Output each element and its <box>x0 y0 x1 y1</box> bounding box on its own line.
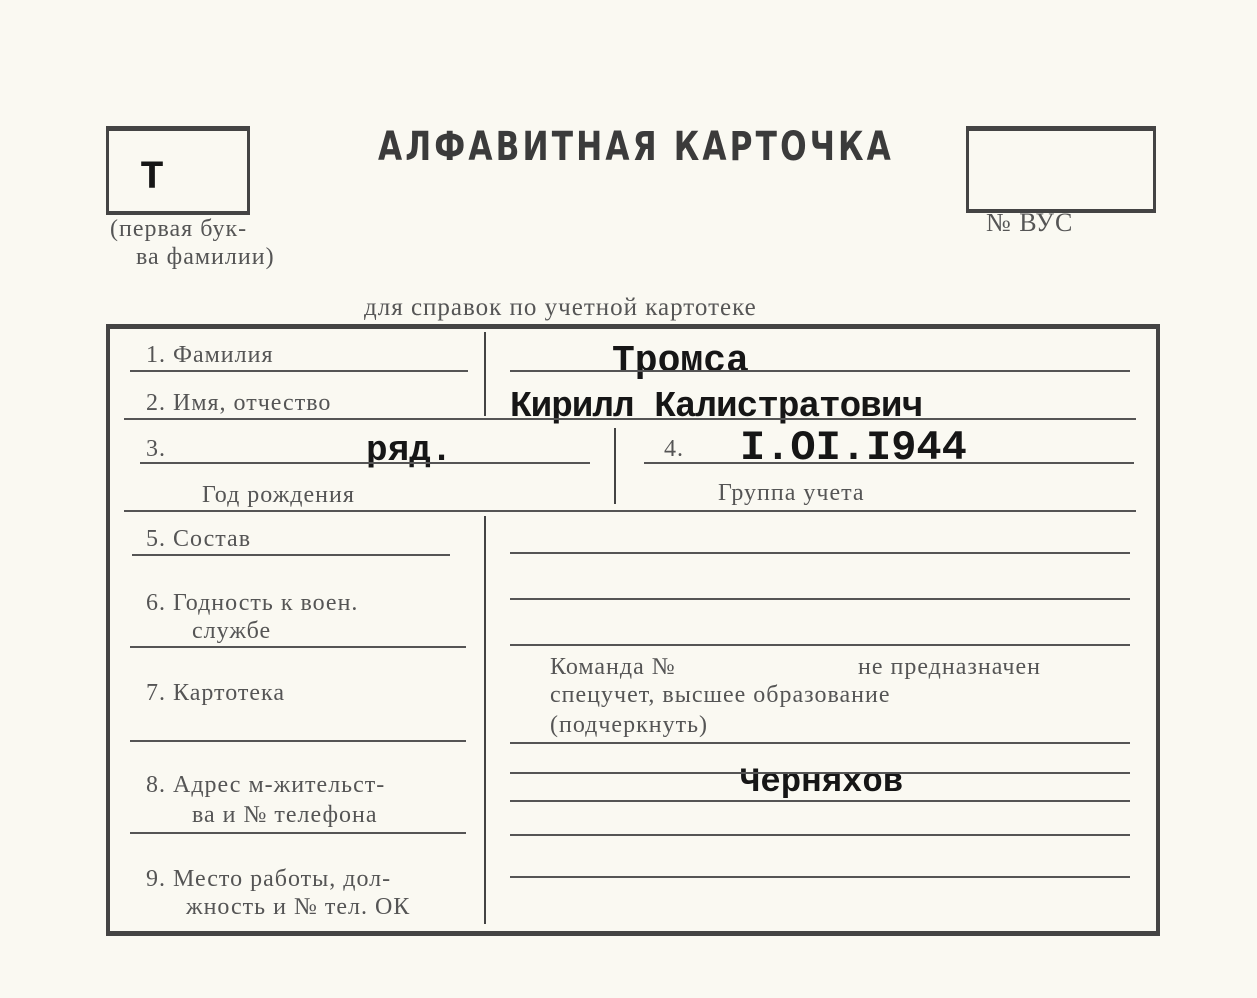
row4-underline <box>124 510 1136 512</box>
field3-value: ряд. <box>366 430 453 471</box>
card-subtitle: для справок по учетной картотеке <box>364 294 757 321</box>
field8-underline <box>130 832 466 834</box>
command-typed-value: Черняхов <box>740 764 904 802</box>
right-line-2 <box>510 598 1130 600</box>
name-label: 2. Имя, отчество <box>146 390 332 416</box>
name-divider <box>484 332 486 416</box>
surname-underline <box>130 370 468 372</box>
field8-label-line2: ва и № телефона <box>192 802 378 828</box>
field4-number: 4. <box>664 436 684 462</box>
field9-label-line2: жность и № тел. ОК <box>186 894 411 920</box>
surname-label: 1. Фамилия <box>146 342 274 368</box>
surname-value-underline <box>510 370 1130 372</box>
command-line2: спецучет, высшее образование <box>550 682 891 708</box>
command-line3: (подчеркнуть) <box>550 712 709 738</box>
field3-underline <box>140 462 590 464</box>
field3-4-divider <box>614 428 616 504</box>
field4-caption: Группа учета <box>718 480 865 506</box>
right-line-7 <box>510 834 1130 836</box>
row2-underline <box>124 418 1136 420</box>
surname-letter-value: Т <box>140 156 165 201</box>
surname-letter-box <box>106 126 250 215</box>
field7-underline <box>130 740 466 742</box>
name-value: Кирилл Калистратович <box>510 386 923 427</box>
card-title: АЛФАВИТНАЯ КАРТОЧКА <box>378 124 894 170</box>
letter-box-caption-line2: ва фамилии) <box>136 244 275 270</box>
field4-value: I.OI.I944 <box>740 424 967 472</box>
command-line1-right: не предназначен <box>858 654 1041 680</box>
command-line1-left: Команда № <box>550 654 676 680</box>
field9-label-line1: 9. Место работы, дол- <box>146 866 392 892</box>
field8-label-line1: 8. Адрес м-жительст- <box>146 772 386 798</box>
surname-value: Тромса <box>612 340 749 383</box>
field4-underline <box>644 462 1134 464</box>
field6-underline <box>130 646 466 648</box>
field5-underline <box>132 554 450 556</box>
letter-box-caption-line1: (первая бук- <box>110 216 248 242</box>
right-line-8 <box>510 876 1130 878</box>
right-line-1 <box>510 552 1130 554</box>
vus-label: № ВУС <box>986 208 1074 237</box>
field5-label: 5. Состав <box>146 526 252 552</box>
right-line-3 <box>510 644 1130 646</box>
right-line-5 <box>510 772 1130 774</box>
field3-caption: Год рождения <box>202 482 355 508</box>
field6-label-line1: 6. Годность к воен. <box>146 590 359 616</box>
field7-label: 7. Картотека <box>146 680 285 706</box>
field3-number: 3. <box>146 436 166 462</box>
lower-divider <box>484 516 486 924</box>
right-line-4 <box>510 742 1130 744</box>
vus-box <box>966 126 1156 213</box>
right-line-6 <box>510 800 1130 802</box>
field6-label-line2: службе <box>192 618 272 644</box>
